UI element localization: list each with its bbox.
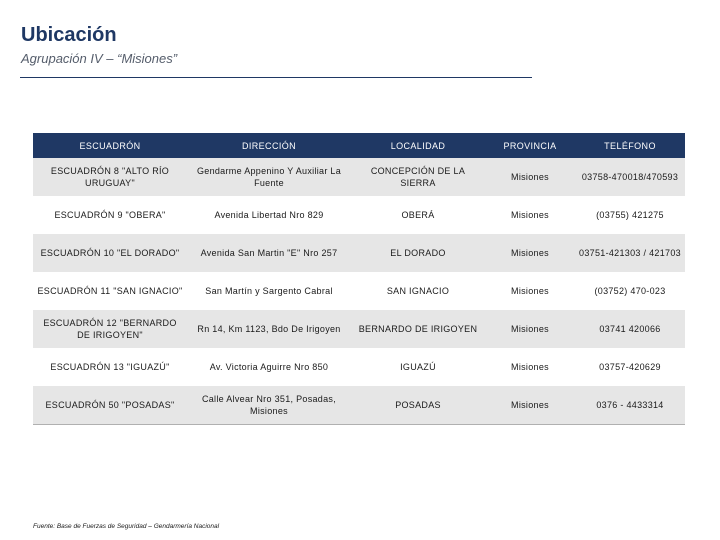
cell-direccion: Gendarme Appenino Y Auxiliar La Fuente [187,158,351,196]
cell-escuadron: ESCUADRÓN 13 "IGUAZÚ" [33,348,187,386]
cell-provincia: Misiones [485,196,575,234]
cell-provincia: Misiones [485,234,575,272]
cell-escuadron: ESCUADRÓN 50 "POSADAS" [33,386,187,424]
table-row [33,158,685,196]
cell-provincia: Misiones [485,310,575,348]
cell-direccion: Avenida San Martin "E" Nro 257 [187,234,351,272]
cell-provincia: Misiones [485,272,575,310]
cell-escuadron: ESCUADRÓN 10 "EL DORADO" [33,234,187,272]
cell-telefono: 03758-470018/470593 [575,158,685,196]
cell-escuadron: ESCUADRÓN 8 "ALTO RÍO URUGUAY" [33,158,187,196]
cell-localidad: EL DORADO [351,234,485,272]
column-header-provincia: PROVINCIA [485,133,575,158]
table-row [33,234,685,272]
cell-escuadron: ESCUADRÓN 12 "BERNARDO DE IRIGOYEN" [33,310,187,348]
cell-provincia: Misiones [485,386,575,424]
table-row [33,272,685,310]
cell-telefono: (03755) 421275 [575,196,685,234]
column-header-escuadron: ESCUADRÓN [33,133,187,158]
cell-direccion: San Martín y Sargento Cabral [187,272,351,310]
column-header-localidad: LOCALIDAD [351,133,485,158]
cell-localidad: OBERÁ [351,196,485,234]
cell-telefono: 03741 420066 [575,310,685,348]
table-row [33,386,685,424]
cell-localidad: CONCEPCIÓN DE LA SIERRA [351,158,485,196]
cell-escuadron: ESCUADRÓN 11 "SAN IGNACIO" [33,272,187,310]
table-header-row [33,133,685,158]
cell-telefono: (03752) 470-023 [575,272,685,310]
page-title: Ubicación [21,24,117,46]
cell-localidad: BERNARDO DE IRIGOYEN [351,310,485,348]
cell-direccion: Rn 14, Km 1123, Bdo De Irigoyen [187,310,351,348]
cell-provincia: Misiones [485,348,575,386]
table-row [33,310,685,348]
cell-escuadron: ESCUADRÓN 9 "OBERA" [33,196,187,234]
cell-telefono: 03757-420629 [575,348,685,386]
page-subtitle: Agrupación IV – “Misiones” [21,51,178,66]
title-divider [20,77,532,78]
locations-table [33,133,685,425]
source-footnote: Fuente: Base de Fuerzas de Seguridad – Gendarmería Nacional [33,523,220,530]
table-row [33,348,685,386]
cell-direccion: Av. Victoria Aguirre Nro 850 [187,348,351,386]
cell-localidad: IGUAZÚ [351,348,485,386]
column-header-direccion: DIRECCIÓN [187,133,351,158]
column-header-telefono: TELÉFONO [575,133,685,158]
cell-provincia: Misiones [485,158,575,196]
cell-localidad: SAN IGNACIO [351,272,485,310]
cell-telefono: 0376 - 4433314 [575,386,685,424]
table-row [33,196,685,234]
cell-telefono: 03751-421303 / 421703 [575,234,685,272]
cell-direccion: Avenida Libertad Nro 829 [187,196,351,234]
cell-localidad: POSADAS [351,386,485,424]
cell-direccion: Calle Alvear Nro 351, Posadas, Misiones [187,386,351,424]
